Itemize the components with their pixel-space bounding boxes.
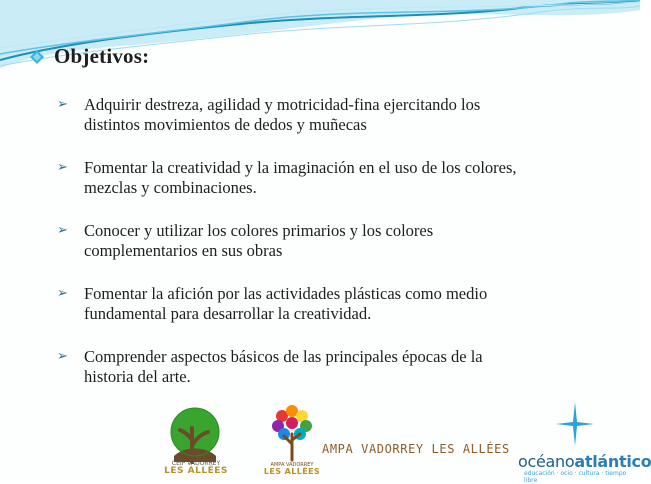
- school-logo-name: LES ALLÉES: [164, 466, 228, 476]
- list-item: [56, 347, 616, 387]
- list-item: [56, 158, 616, 198]
- list-item: [56, 221, 616, 261]
- objectives-list: [56, 95, 616, 387]
- list-item: [56, 284, 616, 324]
- oceano-name-part2: atlántico: [574, 452, 651, 471]
- heading-row: [30, 44, 149, 69]
- school-logo-label: CEIP VADORREY: [171, 460, 221, 467]
- bullet-text: [84, 158, 616, 198]
- bullet-line: Conocer y utilizar los colores primarios y los colores: [84, 221, 434, 240]
- bullet-line: mezclas y combinaciones.: [84, 178, 257, 197]
- arrow-bullet-icon: ➢: [57, 349, 68, 364]
- ampa-logo-name: LES ALLÉES: [263, 467, 321, 476]
- bullet-text: [84, 347, 616, 387]
- oceano-logo-name: [518, 452, 651, 471]
- ampa-banner-text: AMPA VADORREY LES ALLÉES: [322, 442, 510, 456]
- bullet-line: fundamental para desarrollar la creatividad.: [84, 304, 372, 323]
- diamond-bullet-icon: [30, 50, 44, 64]
- arrow-bullet-icon: ➢: [57, 286, 68, 301]
- bullet-line: Fomentar la creatividad y la imaginación en el uso de los colores,: [84, 158, 517, 177]
- arrow-bullet-icon: ➢: [57, 97, 68, 112]
- bullet-line: distintos movimientos de dedos y muñecas: [84, 115, 367, 134]
- bullet-text: [84, 95, 616, 135]
- arrow-bullet-icon: ➢: [57, 223, 68, 238]
- oceano-tagline: educación · ocio · cultura · tiempo libre: [524, 470, 627, 484]
- ampa-colorful-tree-logo: [270, 404, 314, 462]
- ampa-logo-label: AMPA VADORREY: [270, 462, 314, 468]
- bullet-line: Adquirir destreza, agilidad y motricidad-fina ejercitando los: [84, 95, 481, 114]
- oceano-star-icon: [556, 402, 594, 446]
- bullet-line: complementarios en sus obras: [84, 241, 283, 260]
- bullet-text: [84, 221, 616, 261]
- bullet-line: Fomentar la afición por las actividades plásticas como medio: [84, 284, 488, 303]
- list-item: [56, 95, 616, 135]
- arrow-bullet-icon: ➢: [57, 160, 68, 175]
- oceano-name-part1: océano: [518, 452, 575, 471]
- bullet-line: historia del arte.: [84, 367, 191, 386]
- bullet-line: Comprender aspectos básicos de las principales épocas de la: [84, 347, 483, 366]
- bullet-text: [84, 284, 616, 324]
- page-title: Objetivos:: [54, 44, 150, 68]
